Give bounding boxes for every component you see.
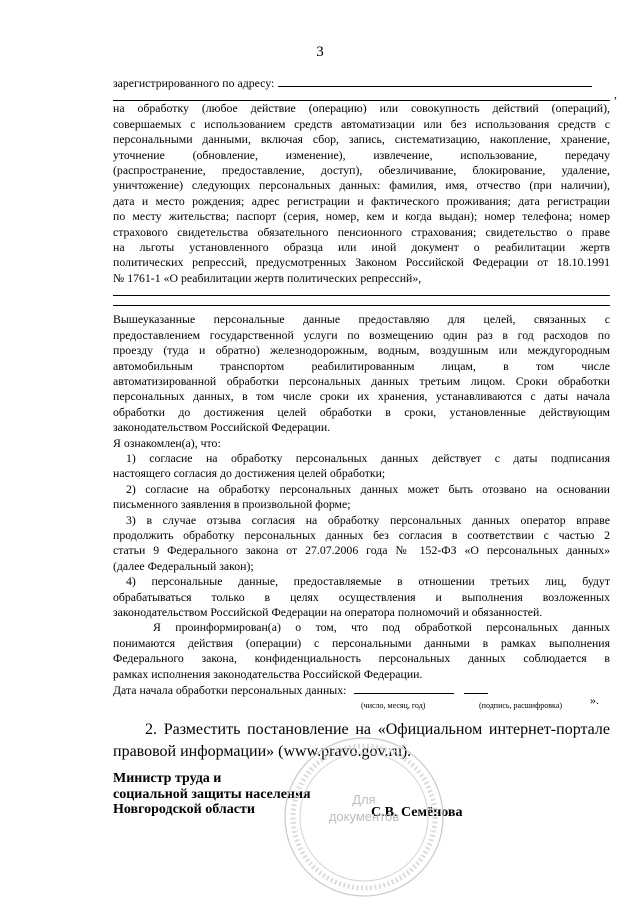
consent-line: (распространение, предоставление, доступ), обезличивание, блокирование, удаление, [113,163,610,178]
informed-line: Я проинформирован(а) о том, что под обработкой персональных данных [153,620,610,635]
purpose-paragraph [113,312,610,435]
signature-title-line: социальной защиты населения [113,786,311,802]
trailing-comma: , [614,87,617,101]
consent-line: страхового свидетельства обязательного пенсионного страхования; свидетельство о праве [113,224,610,239]
consent-line: уничтожение) следующих персональных данных: фамилия, имя, отчество (при наличии), [113,178,610,193]
stamp-text-line: документов [328,809,400,824]
purpose-line: проезду (туда и обратно) железнодорожным, водным, воздушным или междугородным [113,343,610,358]
item-1-line: 1) согласие на обработку персональных данных действует с даты подписания [126,450,610,465]
purpose-line: автомобильным транспортом реабилитированным лицам, в том числе [113,358,610,373]
signer-name: С.В. Семёнова [371,805,463,820]
item-2-line: 2) согласие на обработку персональных данных может быть отозвано на основании [126,481,610,496]
signature-blank [464,682,488,694]
purpose-line: обработки до достижения целей обработки в сроки, установленные действующим [113,404,610,419]
paragraph-2-text: 2. Разместить постановление на «Официальном интернет-портале правовой информации» (www.pravo.gov.ru). [113,721,610,760]
purpose-line: предоставлением государственной услуги по возмещению один раз в год расходов по [113,327,610,342]
signature-title-line: Министр труда и [113,771,222,786]
consent-line: по месту жительства; паспорт (серия, номер, кем и когда выдан); номер телефона; номер [113,209,610,224]
address-blank [278,75,592,87]
stamp-image [283,736,445,898]
purpose-line: автоматизированной обработки персональных данных третьим лицом. Сроки обработки [113,373,610,388]
consent-line: уточнение (обновление, изменение), извлечение, использование, передачу [113,147,610,162]
address-row [113,75,610,91]
start-date-label: Дата начала обработки персональных данных: [113,683,347,698]
stamp-text-line: Для [352,792,376,807]
item-3-line: статьи 9 Федерального закона от 27.07.2006 года № 152-ФЗ «О персональных данных» [113,543,610,558]
blank-line [113,286,610,296]
consent-form [113,75,617,716]
item-3-line: 3) в случае отзыва согласия на обработку персональных данных оператор вправе [126,512,610,527]
signature-title-line: Новгородской области [113,802,255,817]
consent-line: совершаемых с использованием средств автоматизации или без использования средств с [113,116,610,131]
caption-date: (число, месяц, год) [361,701,426,711]
informed-line: понимаются действия (операции) с персональными данными в рамках выполнения [113,635,610,650]
closing-quote: ». [590,693,599,708]
consent-line: персональными данными, включая сбор, запись, систематизацию, накопление, хранение, [113,132,610,147]
consent-line: политических репрессий, предусмотренных Законом Российской Федерации от 18.10.1991 [113,255,610,270]
item-2-line: письменного заявления в произвольной форме; [113,497,351,512]
item-3-line: (далее Федеральный закон); [113,558,254,573]
consent-line: на обработку (любое действие (операцию) или совокупность действий (операций), [113,101,610,116]
item-1-line: настоящего согласия до достижения целей обработки; [113,466,386,481]
date-blank [354,682,454,694]
page-number: 3 [316,44,324,60]
purpose-line: законодательством Российской Федерации. [113,420,331,435]
informed-line: Федерального закона, конфиденциальность персональных данных соблюдается в [113,651,610,666]
consent-line: № 1761-1 «О реабилитации жертв политических репрессий», [113,270,422,285]
address-blank-line [113,87,617,101]
item-4-line: 4) персональные данные, предоставляемые в отношении третьих лиц, будут [126,574,610,589]
blank-line [113,296,610,306]
purpose-line: Вышеуказанные персональные данные предоставляю для целей, связанных с [113,312,610,327]
address-label: зарегистрированного по адресу: [113,76,275,90]
caption-row [113,693,610,716]
consent-paragraph [113,101,610,286]
item-4-line: законодательством Российской Федерации на оператора полномочий и обязанностей. [113,605,543,619]
item-4-line: обрабатываться только в целях осуществления и выполнения возложенных [113,589,610,604]
consent-line: на льготы установленного образца или иной документ о реабилитации жертв [113,240,610,255]
purpose-line: персональных данных, в том числе сроки их хранения, устанавливаются с даты начала [113,389,610,404]
start-date-row [113,682,610,698]
acquainted-label: Я ознакомлен(а), что: [113,435,221,450]
caption-signature: (подпись, расшифровка) [479,701,563,711]
consent-line: дата и место рождения; адрес регистрации и фактического проживания; дата регистрации [113,193,610,208]
item-3-line: продолжить обработку персональных данных без согласия в соответствии с частью 2 [113,527,610,542]
informed-line: рамках исполнения законодательства Российской Федерации. [113,666,423,681]
